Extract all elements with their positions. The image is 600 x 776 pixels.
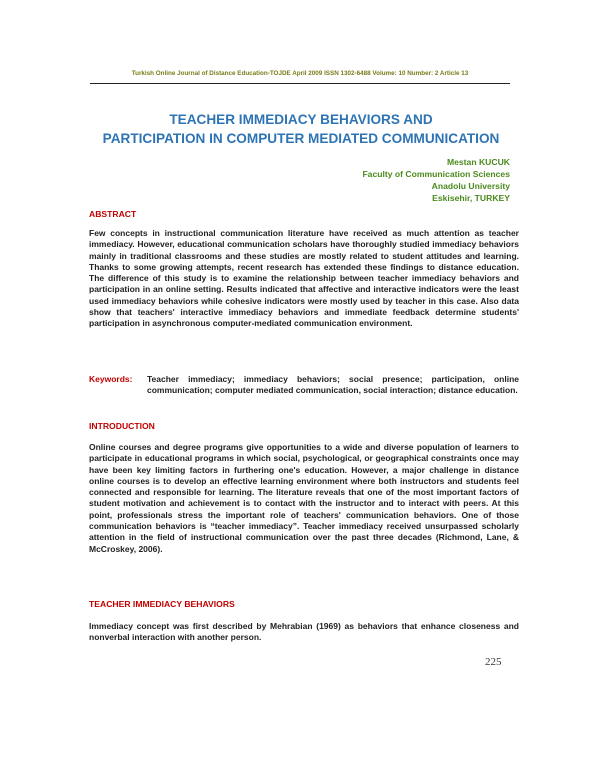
keywords-text: Teacher immediacy; immediacy behaviors; social presence; participation, online communication; computer mediated communication, social interaction; distance education. bbox=[147, 374, 519, 396]
header-rule bbox=[90, 83, 510, 84]
page-number: 225 bbox=[485, 656, 502, 668]
abstract-heading: ABSTRACT bbox=[89, 209, 137, 219]
abstract-text: Few concepts in instructional communication literature have received as much attention as teacher immediacy. However, educational communication scholars have thoroughly studied immediacy behaviors mainly in traditional classrooms and these studies are mostly related to student attitudes and learning. Thanks to some growing attempts, recent research has extended these findings to distance education. The difference of this study is to examine the relationship between teacher immediacy behaviors and participation in an online setting. Results indicated that affective and interactive indicators were the least used immediacy behaviors while cohesive indicators were mostly used by teacher in this case. Also data show that teachers' interactive immediacy behaviors and immediate feedback determine students' participation in asynchronous computer-mediated communication environment. bbox=[89, 228, 519, 329]
teacher-immediacy-heading: TEACHER IMMEDIACY BEHAVIORS bbox=[89, 599, 235, 609]
author-faculty: Faculty of Communication Sciences bbox=[362, 169, 510, 179]
author-university: Anadolu University bbox=[431, 181, 510, 191]
title-line-2: PARTICIPATION IN COMPUTER MEDIATED COMMUNICATION bbox=[102, 131, 500, 146]
introduction-heading: INTRODUCTION bbox=[89, 421, 155, 431]
introduction-text: Online courses and degree programs give opportunities to a wide and diverse population of learners to participate in educational programs in which social, psychological, or geographical constraints once may have been key limiting factors in furthering one's education. However, a major challenge in distance online courses is to develop an effective learning environment where both instructors and students feel connected and responsible for learning. The literature reveals that one of the most important factors of student motivation and achievement is to contact with the instructor and to interact with peers. At this point, professionals stress the important role of teachers' communication behaviors. One of those communication behaviors is “teacher immediacy”. Teacher immediacy received unsurpassed scholarly attention in the field of instructional communication over the past three decades (Richmond, Lane, & McCroskey, 2006). bbox=[89, 442, 519, 554]
paper-title bbox=[86, 110, 516, 148]
author-location: Eskisehir, TURKEY bbox=[432, 193, 510, 203]
title-line-1: TEACHER IMMEDIACY BEHAVIORS AND bbox=[169, 112, 433, 127]
author-block bbox=[362, 156, 510, 204]
teacher-immediacy-text: Immediacy concept was first described by Mehrabian (1969) as behaviors that enhance closeness and nonverbal interaction with another person. bbox=[89, 621, 519, 643]
author-name: Mestan KUCUK bbox=[446, 157, 510, 167]
running-header: Turkish Online Journal of Distance Education-TOJDE April 2009 ISSN 1302-6488 Volume: 10 Number: 2 Article 13 bbox=[131, 70, 469, 77]
keywords-label: Keywords: bbox=[89, 374, 133, 384]
